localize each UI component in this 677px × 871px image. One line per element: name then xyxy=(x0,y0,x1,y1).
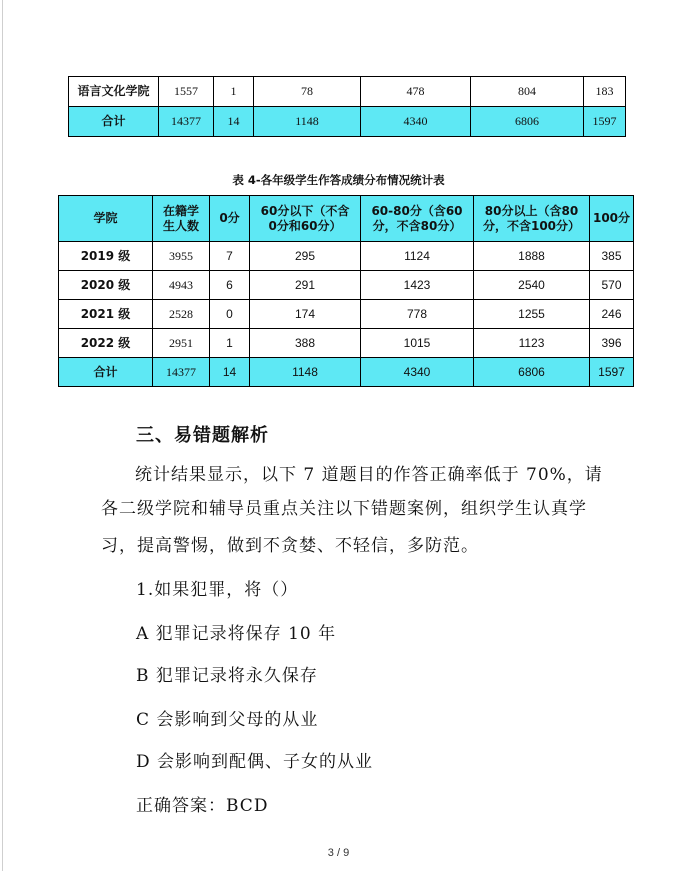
total-row xyxy=(59,358,634,387)
section-heading: 三、易错题解析 xyxy=(136,425,269,446)
table-row xyxy=(59,300,634,329)
row-label: 2022 级 xyxy=(59,329,153,358)
cell-100: 570 xyxy=(590,271,634,300)
cell-60-80: 778 xyxy=(361,300,474,329)
cell-below60: 388 xyxy=(250,329,361,358)
answer-text: 正确答案：BCD xyxy=(136,796,269,816)
header-60-80-line2: 分，不含80分） xyxy=(372,218,462,233)
cell-100: 385 xyxy=(590,242,634,271)
header-100: 100分 xyxy=(590,196,634,242)
cell-zero: 6 xyxy=(210,271,250,300)
cell-above80: 6806 xyxy=(471,107,584,137)
header-zero: 0分 xyxy=(210,196,250,242)
paragraph-line-2: 各二级学院和辅导员重点关注以下错题案例，组织学生认真学 xyxy=(101,499,587,519)
cell-zero: 7 xyxy=(210,242,250,271)
header-college: 学院 xyxy=(59,196,153,242)
cell-below60: 174 xyxy=(250,300,361,329)
cell-zero: 1 xyxy=(210,329,250,358)
cell-above80: 2540 xyxy=(474,271,590,300)
cell-above80: 1255 xyxy=(474,300,590,329)
total-row xyxy=(69,107,626,137)
row-label: 语言文化学院 xyxy=(69,77,159,107)
cell-above80: 6806 xyxy=(474,358,590,387)
header-below60-line1: 60分以下（不含 xyxy=(260,203,350,218)
header-below60-line2: 0分和60分） xyxy=(268,218,342,233)
header-below60 xyxy=(250,196,361,242)
cell-below60: 291 xyxy=(250,271,361,300)
cell-total: 1557 xyxy=(159,77,214,107)
cell-60-80: 478 xyxy=(361,77,471,107)
row-label: 合计 xyxy=(69,107,159,137)
header-above80-line2: 分，不含100分） xyxy=(482,218,581,233)
cell-zero: 1 xyxy=(214,77,254,107)
cell-zero: 0 xyxy=(210,300,250,329)
cell-100: 183 xyxy=(584,77,626,107)
header-above80-line1: 80分以上（含80 xyxy=(484,203,579,218)
cell-above80: 1123 xyxy=(474,329,590,358)
option-c: C 会影响到父母的从业 xyxy=(136,710,319,730)
header-enrolled-line2: 生人数 xyxy=(162,218,199,233)
cell-below60: 295 xyxy=(250,242,361,271)
cell-60-80: 4340 xyxy=(361,358,474,387)
cell-zero: 14 xyxy=(210,358,250,387)
table-header-row xyxy=(59,196,634,242)
cell-60-80: 1015 xyxy=(361,329,474,358)
grade-score-table xyxy=(58,195,634,387)
header-enrolled-line1: 在籍学 xyxy=(162,203,199,218)
table-row xyxy=(59,271,634,300)
college-score-table xyxy=(68,76,626,137)
cell-below60: 78 xyxy=(254,77,361,107)
cell-below60: 1148 xyxy=(250,358,361,387)
cell-total: 4943 xyxy=(153,271,210,300)
cell-60-80: 1423 xyxy=(361,271,474,300)
page-edge xyxy=(2,0,3,871)
row-label: 2021 级 xyxy=(59,300,153,329)
table-row xyxy=(69,77,626,107)
cell-above80: 804 xyxy=(471,77,584,107)
option-b: B 犯罪记录将永久保存 xyxy=(136,666,318,686)
cell-60-80: 1124 xyxy=(361,242,474,271)
cell-total: 14377 xyxy=(153,358,210,387)
header-60-80 xyxy=(361,196,474,242)
row-label: 2020 级 xyxy=(59,271,153,300)
cell-total: 2951 xyxy=(153,329,210,358)
option-a: A 犯罪记录将保存 10 年 xyxy=(136,624,337,644)
row-label: 2019 级 xyxy=(59,242,153,271)
cell-100: 246 xyxy=(590,300,634,329)
cell-total: 3955 xyxy=(153,242,210,271)
cell-zero: 14 xyxy=(214,107,254,137)
table-caption: 表 4-各年级学生作答成绩分布情况统计表 xyxy=(232,173,445,187)
cell-100: 1597 xyxy=(590,358,634,387)
table-row xyxy=(59,329,634,358)
header-enrolled xyxy=(153,196,210,242)
cell-total: 14377 xyxy=(159,107,214,137)
cell-100: 1597 xyxy=(584,107,626,137)
header-60-80-line1: 60-80分（含60 xyxy=(371,203,463,218)
page-number: 3 / 9 xyxy=(327,847,350,859)
paragraph-line-3: 习，提高警惕，做到不贪婪、不轻信，多防范。 xyxy=(101,536,479,556)
row-label: 合计 xyxy=(59,358,153,387)
option-d: D 会影响到配偶、子女的从业 xyxy=(136,752,374,772)
cell-total: 2528 xyxy=(153,300,210,329)
cell-100: 396 xyxy=(590,329,634,358)
table-row xyxy=(59,242,634,271)
cell-below60: 1148 xyxy=(254,107,361,137)
paragraph-line-1: 统计结果显示，以下 7 道题目的作答正确率低于 70%，请 xyxy=(135,465,603,485)
cell-above80: 1888 xyxy=(474,242,590,271)
header-above80 xyxy=(474,196,590,242)
question-text: 1.如果犯罪，将（） xyxy=(136,580,299,600)
cell-60-80: 4340 xyxy=(361,107,471,137)
